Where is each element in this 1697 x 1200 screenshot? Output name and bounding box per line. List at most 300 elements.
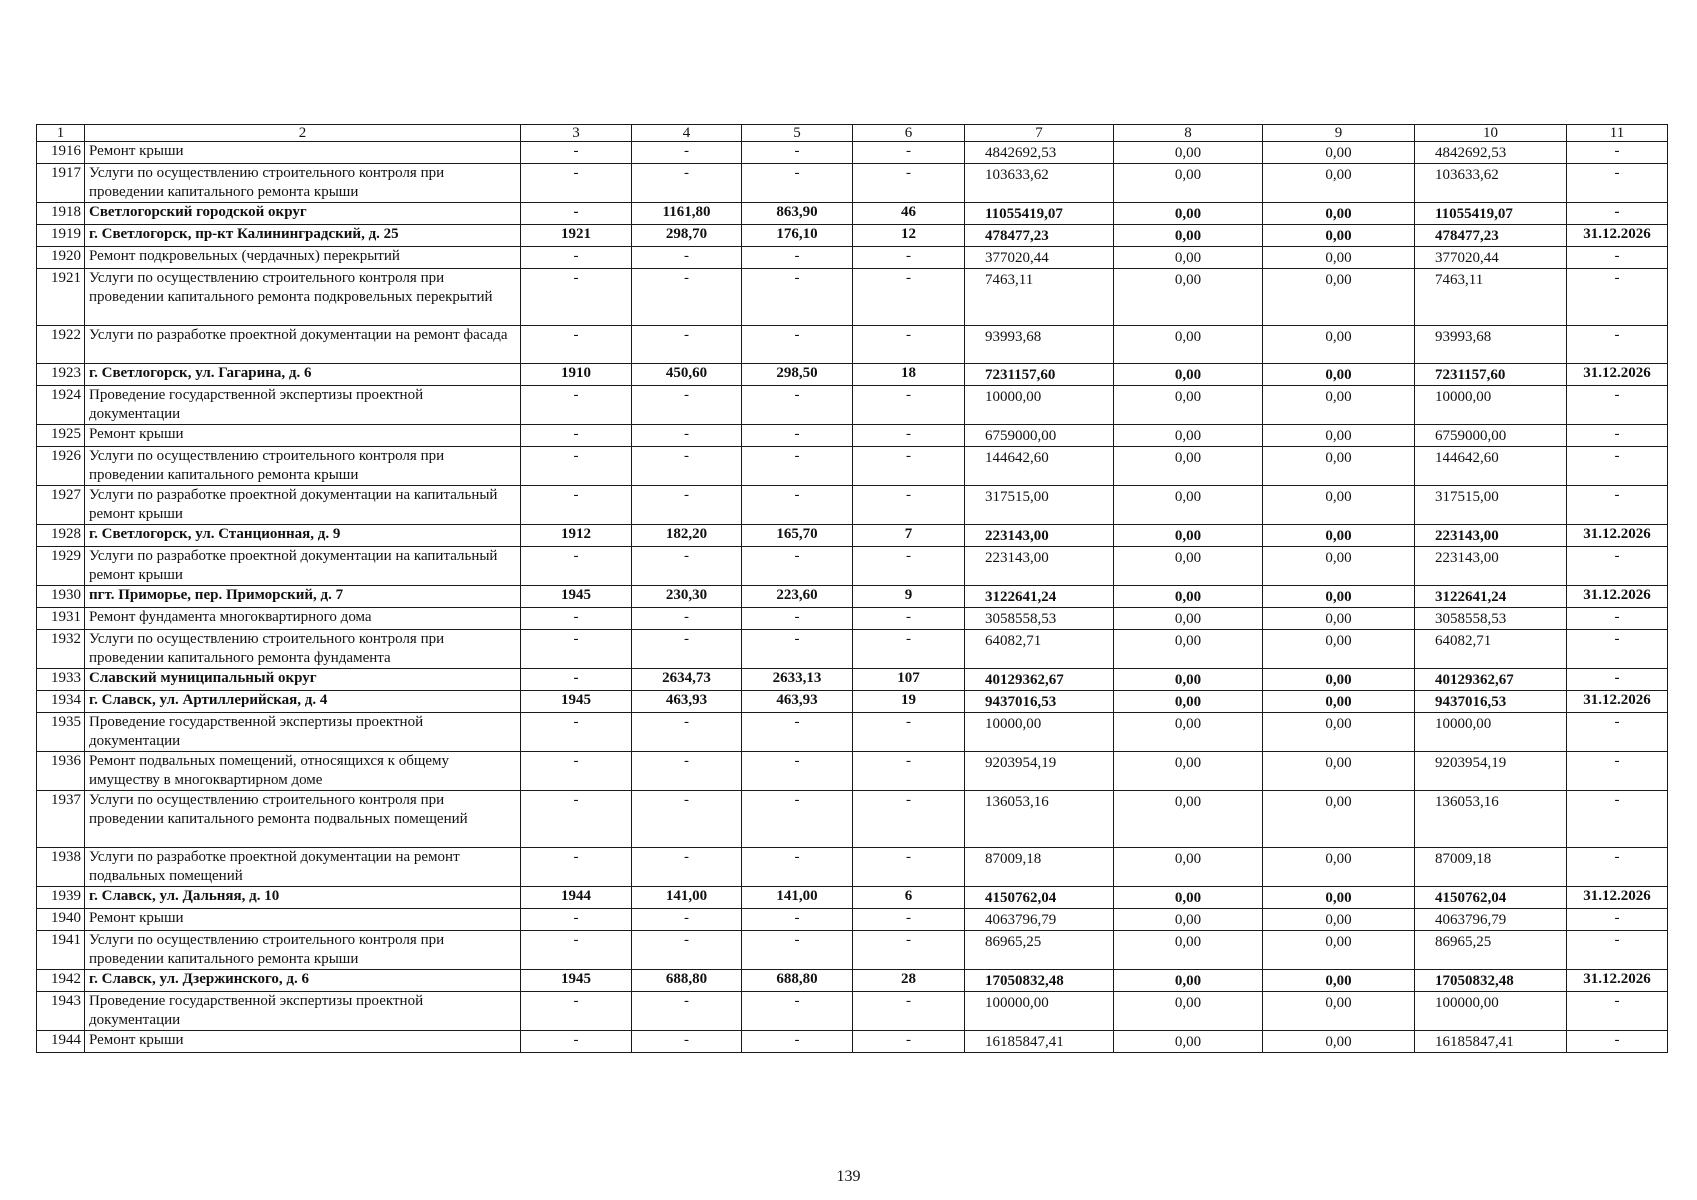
total-cost-cell: 478477,23 [965,225,1114,247]
total-area-cell: 182,20 [632,525,742,547]
cost-col-10-cell: 100000,00 [1415,992,1567,1031]
residents-cell: 46 [853,203,965,225]
living-area-cell: - [742,447,853,486]
cost-col-8-cell: 0,00 [1114,164,1263,203]
table-row [37,630,1668,669]
table-row [37,164,1668,203]
work-description-cell: Услуги по разработке проектной документации на ремонт фасада [85,326,521,364]
total-cost-cell: 3122641,24 [965,586,1114,608]
build-year-cell: - [521,203,632,225]
cost-col-8-cell: 0,00 [1114,525,1263,547]
row-number-cell: 1940 [37,909,85,931]
work-description-cell: Проведение государственной экспертизы проектной документации [85,713,521,752]
cost-col-9-cell: 0,00 [1263,547,1415,586]
total-area-cell: - [632,608,742,630]
living-area-cell: - [742,909,853,931]
row-number-cell: 1923 [37,364,85,386]
cost-col-10-cell: 93993,68 [1415,326,1567,364]
table-row [37,713,1668,752]
row-number-cell: 1932 [37,630,85,669]
work-description-cell: г. Славск, ул. Дзержинского, д. 6 [85,970,521,992]
work-description-cell: Проведение государственной экспертизы проектной документации [85,992,521,1031]
row-number-cell: 1931 [37,608,85,630]
cost-col-8-cell: 0,00 [1114,326,1263,364]
build-year-cell: - [521,425,632,447]
residents-cell: - [853,269,965,326]
row-number-cell: 1924 [37,386,85,425]
cost-col-8-cell: 0,00 [1114,203,1263,225]
cost-col-8-cell: 0,00 [1114,931,1263,970]
cost-col-10-cell: 16185847,41 [1415,1031,1567,1053]
total-area-cell: 141,00 [632,887,742,909]
deadline-cell: - [1567,931,1668,970]
living-area-cell: 165,70 [742,525,853,547]
residents-cell: 9 [853,586,965,608]
table-row [37,486,1668,525]
residents-cell: - [853,425,965,447]
build-year-cell: 1921 [521,225,632,247]
row-number-cell: 1920 [37,247,85,269]
total-area-cell: 230,30 [632,586,742,608]
cost-col-9-cell: 0,00 [1263,887,1415,909]
residents-cell: - [853,386,965,425]
work-description-cell: Услуги по разработке проектной документации на ремонт подвальных помещений [85,848,521,887]
row-number-cell: 1922 [37,326,85,364]
cost-col-9-cell: 0,00 [1263,225,1415,247]
cost-col-10-cell: 377020,44 [1415,247,1567,269]
cost-col-8-cell: 0,00 [1114,752,1263,791]
total-area-cell: - [632,386,742,425]
table-row [37,887,1668,909]
total-cost-cell: 144642,60 [965,447,1114,486]
build-year-cell: - [521,269,632,326]
column-header-11: 11 [1567,125,1668,142]
work-description-cell: Услуги по осуществлению строительного контроля при проведении капитального ремонта крыши [85,447,521,486]
cost-col-9-cell: 0,00 [1263,791,1415,848]
table-row [37,586,1668,608]
cost-col-8-cell: 0,00 [1114,486,1263,525]
work-description-cell: пгт. Приморье, пер. Приморский, д. 7 [85,586,521,608]
work-description-cell: Услуги по осуществлению строительного контроля при проведении капитального ремонта подкровельных перекрытий [85,269,521,326]
total-cost-cell: 10000,00 [965,386,1114,425]
deadline-cell: 31.12.2026 [1567,970,1668,992]
cost-col-10-cell: 40129362,67 [1415,669,1567,691]
deadline-cell: - [1567,164,1668,203]
total-cost-cell: 377020,44 [965,247,1114,269]
total-cost-cell: 223143,00 [965,547,1114,586]
cost-col-9-cell: 0,00 [1263,164,1415,203]
total-area-cell: - [632,269,742,326]
residents-cell: - [853,486,965,525]
cost-col-10-cell: 86965,25 [1415,931,1567,970]
build-year-cell: - [521,547,632,586]
cost-col-10-cell: 10000,00 [1415,713,1567,752]
living-area-cell: - [742,992,853,1031]
living-area-cell: - [742,752,853,791]
total-cost-cell: 17050832,48 [965,970,1114,992]
residents-cell: 18 [853,364,965,386]
residents-cell: - [853,791,965,848]
cost-col-9-cell: 0,00 [1263,630,1415,669]
work-description-cell: Проведение государственной экспертизы проектной документации [85,386,521,425]
row-number-cell: 1926 [37,447,85,486]
build-year-cell: - [521,326,632,364]
living-area-cell: - [742,848,853,887]
residents-cell: 19 [853,691,965,713]
work-description-cell: Славский муниципальный округ [85,669,521,691]
living-area-cell: - [742,1031,853,1053]
table-row [37,525,1668,547]
cost-col-9-cell: 0,00 [1263,326,1415,364]
cost-col-9-cell: 0,00 [1263,752,1415,791]
cost-col-8-cell: 0,00 [1114,713,1263,752]
build-year-cell: 1945 [521,586,632,608]
header-row [37,125,1668,142]
residents-cell: - [853,909,965,931]
total-cost-cell: 7463,11 [965,269,1114,326]
cost-col-10-cell: 3058558,53 [1415,608,1567,630]
cost-col-10-cell: 64082,71 [1415,630,1567,669]
living-area-cell: 463,93 [742,691,853,713]
build-year-cell: - [521,669,632,691]
total-cost-cell: 223143,00 [965,525,1114,547]
deadline-cell: - [1567,909,1668,931]
residents-cell: - [853,164,965,203]
deadline-cell: - [1567,203,1668,225]
living-area-cell: 223,60 [742,586,853,608]
total-cost-cell: 4842692,53 [965,142,1114,164]
cost-col-10-cell: 223143,00 [1415,525,1567,547]
deadline-cell: - [1567,447,1668,486]
column-header-5: 5 [742,125,853,142]
table-row [37,364,1668,386]
cost-col-10-cell: 4842692,53 [1415,142,1567,164]
deadline-cell: - [1567,630,1668,669]
work-description-cell: Ремонт крыши [85,909,521,931]
work-description-cell: г. Светлогорск, ул. Гагарина, д. 6 [85,364,521,386]
cost-col-8-cell: 0,00 [1114,364,1263,386]
work-description-cell: Ремонт крыши [85,1031,521,1053]
residents-cell: - [853,326,965,364]
work-description-cell: г. Славск, ул. Артиллерийская, д. 4 [85,691,521,713]
build-year-cell: - [521,447,632,486]
total-area-cell: 450,60 [632,364,742,386]
living-area-cell: - [742,713,853,752]
total-area-cell: - [632,164,742,203]
residents-cell: - [853,992,965,1031]
deadline-cell: - [1567,386,1668,425]
residents-cell: - [853,848,965,887]
cost-col-8-cell: 0,00 [1114,848,1263,887]
residents-cell: - [853,752,965,791]
cost-col-9-cell: 0,00 [1263,992,1415,1031]
row-number-cell: 1943 [37,992,85,1031]
cost-col-10-cell: 9437016,53 [1415,691,1567,713]
cost-col-10-cell: 136053,16 [1415,791,1567,848]
deadline-cell: - [1567,142,1668,164]
table-row [37,326,1668,364]
total-cost-cell: 100000,00 [965,992,1114,1031]
cost-col-10-cell: 17050832,48 [1415,970,1567,992]
total-cost-cell: 4150762,04 [965,887,1114,909]
row-number-cell: 1919 [37,225,85,247]
row-number-cell: 1927 [37,486,85,525]
total-cost-cell: 40129362,67 [965,669,1114,691]
cost-col-9-cell: 0,00 [1263,848,1415,887]
deadline-cell: 31.12.2026 [1567,225,1668,247]
deadline-cell: - [1567,326,1668,364]
work-description-cell: Услуги по разработке проектной документации на капитальный ремонт крыши [85,547,521,586]
table-row [37,752,1668,791]
column-header-4: 4 [632,125,742,142]
table-row [37,142,1668,164]
column-header-3: 3 [521,125,632,142]
build-year-cell: 1912 [521,525,632,547]
cost-col-8-cell: 0,00 [1114,142,1263,164]
residents-cell: - [853,931,965,970]
total-area-cell: - [632,547,742,586]
build-year-cell: - [521,486,632,525]
cost-col-8-cell: 0,00 [1114,269,1263,326]
residents-cell: - [853,142,965,164]
work-description-cell: Услуги по разработке проектной документации на капитальный ремонт крыши [85,486,521,525]
row-number-cell: 1936 [37,752,85,791]
total-area-cell: - [632,752,742,791]
residents-cell: 7 [853,525,965,547]
cost-col-9-cell: 0,00 [1263,669,1415,691]
total-cost-cell: 93993,68 [965,326,1114,364]
cost-col-9-cell: 0,00 [1263,364,1415,386]
table-row [37,425,1668,447]
living-area-cell: - [742,547,853,586]
build-year-cell: - [521,630,632,669]
cost-col-10-cell: 4063796,79 [1415,909,1567,931]
build-year-cell: 1945 [521,970,632,992]
total-area-cell: 688,80 [632,970,742,992]
cost-col-8-cell: 0,00 [1114,909,1263,931]
work-description-cell: Ремонт крыши [85,142,521,164]
residents-cell: 6 [853,887,965,909]
cost-col-9-cell: 0,00 [1263,970,1415,992]
living-area-cell: 863,90 [742,203,853,225]
cost-col-9-cell: 0,00 [1263,247,1415,269]
build-year-cell: - [521,608,632,630]
cost-col-8-cell: 0,00 [1114,586,1263,608]
deadline-cell: - [1567,791,1668,848]
total-area-cell: - [632,326,742,364]
total-cost-cell: 10000,00 [965,713,1114,752]
cost-col-10-cell: 7231157,60 [1415,364,1567,386]
cost-col-9-cell: 0,00 [1263,269,1415,326]
row-number-cell: 1928 [37,525,85,547]
living-area-cell: - [742,486,853,525]
build-year-cell: - [521,386,632,425]
cost-col-10-cell: 7463,11 [1415,269,1567,326]
deadline-cell: - [1567,992,1668,1031]
cost-col-10-cell: 87009,18 [1415,848,1567,887]
residents-cell: - [853,713,965,752]
total-cost-cell: 3058558,53 [965,608,1114,630]
cost-col-8-cell: 0,00 [1114,447,1263,486]
work-description-cell: Ремонт фундамента многоквартирного дома [85,608,521,630]
residents-cell: 12 [853,225,965,247]
cost-col-9-cell: 0,00 [1263,386,1415,425]
residents-cell: - [853,247,965,269]
table-row [37,1031,1668,1053]
cost-col-9-cell: 0,00 [1263,486,1415,525]
living-area-cell: - [742,630,853,669]
row-number-cell: 1938 [37,848,85,887]
table-row [37,909,1668,931]
work-description-cell: Ремонт подкровельных (чердачных) перекрытий [85,247,521,269]
total-cost-cell: 11055419,07 [965,203,1114,225]
deadline-cell: - [1567,486,1668,525]
column-header-8: 8 [1114,125,1263,142]
row-number-cell: 1937 [37,791,85,848]
total-area-cell: - [632,142,742,164]
cost-col-9-cell: 0,00 [1263,142,1415,164]
cost-col-8-cell: 0,00 [1114,691,1263,713]
table-row [37,848,1668,887]
row-number-cell: 1929 [37,547,85,586]
total-cost-cell: 4063796,79 [965,909,1114,931]
build-year-cell: - [521,713,632,752]
build-year-cell: - [521,1031,632,1053]
living-area-cell: 176,10 [742,225,853,247]
living-area-cell: - [742,425,853,447]
table-row [37,970,1668,992]
residents-cell: - [853,608,965,630]
deadline-cell: - [1567,669,1668,691]
total-area-cell: - [632,425,742,447]
work-description-cell: г. Светлогорск, пр-кт Калининградский, д. 25 [85,225,521,247]
cost-col-8-cell: 0,00 [1114,1031,1263,1053]
column-header-9: 9 [1263,125,1415,142]
table-row [37,225,1668,247]
column-header-10: 10 [1415,125,1567,142]
total-cost-cell: 317515,00 [965,486,1114,525]
build-year-cell: - [521,931,632,970]
cost-col-10-cell: 6759000,00 [1415,425,1567,447]
total-cost-cell: 9203954,19 [965,752,1114,791]
cost-col-9-cell: 0,00 [1263,525,1415,547]
residents-cell: - [853,547,965,586]
total-area-cell: - [632,791,742,848]
column-header-2: 2 [85,125,521,142]
build-year-cell: - [521,909,632,931]
living-area-cell: - [742,386,853,425]
row-number-cell: 1916 [37,142,85,164]
cost-col-8-cell: 0,00 [1114,425,1263,447]
cost-col-8-cell: 0,00 [1114,247,1263,269]
table-row [37,247,1668,269]
cost-col-10-cell: 317515,00 [1415,486,1567,525]
total-cost-cell: 136053,16 [965,791,1114,848]
cost-col-10-cell: 103633,62 [1415,164,1567,203]
cost-col-8-cell: 0,00 [1114,608,1263,630]
deadline-cell: - [1567,247,1668,269]
cost-col-8-cell: 0,00 [1114,386,1263,425]
table-row [37,992,1668,1031]
build-year-cell: - [521,992,632,1031]
cost-col-10-cell: 10000,00 [1415,386,1567,425]
table-row [37,669,1668,691]
table-row [37,269,1668,326]
living-area-cell: - [742,164,853,203]
deadline-cell: 31.12.2026 [1567,364,1668,386]
cost-col-9-cell: 0,00 [1263,909,1415,931]
cost-col-9-cell: 0,00 [1263,203,1415,225]
row-number-cell: 1939 [37,887,85,909]
deadline-cell: - [1567,752,1668,791]
row-number-cell: 1925 [37,425,85,447]
total-area-cell: - [632,931,742,970]
deadline-cell: - [1567,713,1668,752]
row-number-cell: 1930 [37,586,85,608]
table-row [37,547,1668,586]
total-area-cell: 1161,80 [632,203,742,225]
build-year-cell: 1945 [521,691,632,713]
cost-col-10-cell: 11055419,07 [1415,203,1567,225]
row-number-cell: 1935 [37,713,85,752]
living-area-cell: - [742,791,853,848]
total-area-cell: - [632,992,742,1031]
total-cost-cell: 87009,18 [965,848,1114,887]
row-number-cell: 1944 [37,1031,85,1053]
cost-col-8-cell: 0,00 [1114,970,1263,992]
total-cost-cell: 16185847,41 [965,1031,1114,1053]
deadline-cell: - [1567,269,1668,326]
table-row [37,791,1668,848]
deadline-cell: - [1567,1031,1668,1053]
build-year-cell: - [521,752,632,791]
row-number-cell: 1942 [37,970,85,992]
cost-col-8-cell: 0,00 [1114,225,1263,247]
work-description-cell: Услуги по осуществлению строительного контроля при проведении капитального ремонта подвальных помещений [85,791,521,848]
table-row [37,691,1668,713]
work-description-cell: г. Светлогорск, ул. Станционная, д. 9 [85,525,521,547]
total-area-cell: - [632,486,742,525]
total-area-cell: - [632,713,742,752]
residents-cell: 28 [853,970,965,992]
total-area-cell: - [632,1031,742,1053]
residents-cell: 107 [853,669,965,691]
row-number-cell: 1933 [37,669,85,691]
total-area-cell: 2634,73 [632,669,742,691]
column-header-1: 1 [37,125,85,142]
living-area-cell: - [742,142,853,164]
cost-col-10-cell: 144642,60 [1415,447,1567,486]
total-area-cell: - [632,848,742,887]
total-area-cell: 463,93 [632,691,742,713]
cost-col-8-cell: 0,00 [1114,887,1263,909]
work-description-cell: г. Славск, ул. Дальняя, д. 10 [85,887,521,909]
deadline-cell: - [1567,425,1668,447]
cost-col-9-cell: 0,00 [1263,691,1415,713]
total-cost-cell: 7231157,60 [965,364,1114,386]
cost-col-9-cell: 0,00 [1263,425,1415,447]
total-area-cell: - [632,447,742,486]
total-cost-cell: 9437016,53 [965,691,1114,713]
cost-col-8-cell: 0,00 [1114,992,1263,1031]
deadline-cell: 31.12.2026 [1567,691,1668,713]
table-row [37,931,1668,970]
total-cost-cell: 86965,25 [965,931,1114,970]
work-description-cell: Ремонт крыши [85,425,521,447]
work-description-cell: Услуги по осуществлению строительного контроля при проведении капитального ремонта крыши [85,164,521,203]
total-cost-cell: 103633,62 [965,164,1114,203]
living-area-cell: - [742,269,853,326]
